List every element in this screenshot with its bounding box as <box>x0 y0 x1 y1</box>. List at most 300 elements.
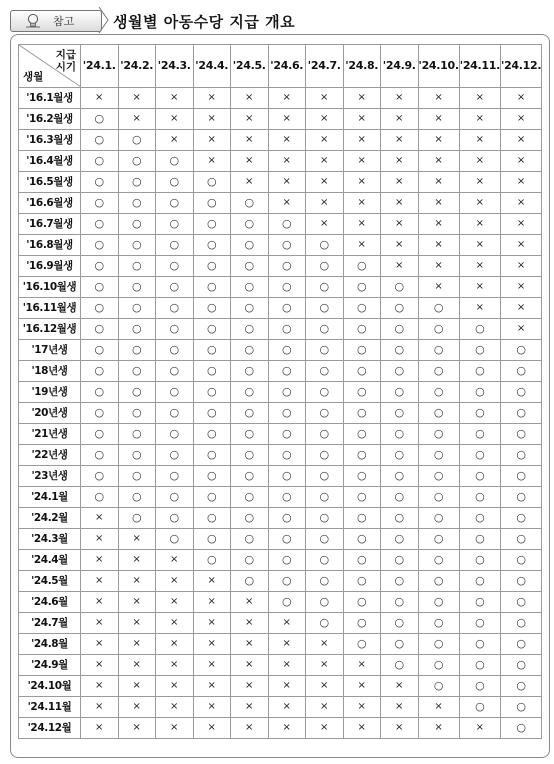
eligibility-cell: ○ <box>306 361 344 382</box>
eligibility-cell: ○ <box>231 214 269 235</box>
eligibility-cell: ○ <box>156 172 194 193</box>
eligibility-cell: ○ <box>501 361 542 382</box>
eligibility-cell: ○ <box>418 676 459 697</box>
month-header: '24.9. <box>381 45 419 88</box>
eligibility-cell: ○ <box>381 382 419 403</box>
eligibility-cell: ○ <box>418 466 459 487</box>
eligibility-cell: × <box>118 718 156 739</box>
row-label: '24.1월 <box>19 487 81 508</box>
eligibility-cell: × <box>156 697 194 718</box>
eligibility-cell: ○ <box>343 403 381 424</box>
eligibility-cell: × <box>156 571 194 592</box>
eligibility-cell: × <box>193 613 231 634</box>
eligibility-cell: ○ <box>381 529 419 550</box>
eligibility-cell: ○ <box>118 214 156 235</box>
eligibility-cell: × <box>268 172 306 193</box>
eligibility-cell: ○ <box>81 298 119 319</box>
row-label: '16.11월생 <box>19 298 81 319</box>
eligibility-cell: ○ <box>418 487 459 508</box>
eligibility-cell: ○ <box>343 277 381 298</box>
table-row <box>19 235 542 256</box>
eligibility-cell: ○ <box>343 466 381 487</box>
table-row <box>19 172 542 193</box>
row-label: '16.9월생 <box>19 256 81 277</box>
eligibility-cell: ○ <box>418 592 459 613</box>
eligibility-cell: × <box>459 256 500 277</box>
table-row <box>19 424 542 445</box>
eligibility-cell: ○ <box>156 508 194 529</box>
eligibility-cell: × <box>459 214 500 235</box>
eligibility-cell: × <box>418 256 459 277</box>
month-header: '24.4. <box>193 45 231 88</box>
table-row <box>19 130 542 151</box>
table-row <box>19 508 542 529</box>
eligibility-cell: ○ <box>306 592 344 613</box>
eligibility-cell: ○ <box>118 130 156 151</box>
eligibility-cell: × <box>343 109 381 130</box>
eligibility-cell: × <box>268 109 306 130</box>
eligibility-cell: × <box>81 592 119 613</box>
eligibility-cell: ○ <box>418 571 459 592</box>
eligibility-cell: ○ <box>81 109 119 130</box>
eligibility-cell: × <box>306 109 344 130</box>
eligibility-cell: × <box>501 319 542 340</box>
eligibility-cell: ○ <box>156 277 194 298</box>
table-row <box>19 214 542 235</box>
eligibility-cell: ○ <box>156 466 194 487</box>
eligibility-cell: ○ <box>268 298 306 319</box>
eligibility-cell: × <box>501 298 542 319</box>
eligibility-cell: ○ <box>81 382 119 403</box>
month-header: '24.8. <box>343 45 381 88</box>
eligibility-cell: ○ <box>118 235 156 256</box>
eligibility-cell: × <box>381 676 419 697</box>
eligibility-cell: × <box>156 676 194 697</box>
table-row <box>19 676 542 697</box>
eligibility-cell: ○ <box>306 277 344 298</box>
eligibility-cell: × <box>231 718 269 739</box>
eligibility-cell: × <box>501 256 542 277</box>
table-row <box>19 298 542 319</box>
row-label: '16.7월생 <box>19 214 81 235</box>
eligibility-cell: ○ <box>501 718 542 739</box>
eligibility-cell: × <box>81 508 119 529</box>
eligibility-cell: ○ <box>459 340 500 361</box>
eligibility-cell: ○ <box>156 382 194 403</box>
eligibility-cell: ○ <box>343 634 381 655</box>
eligibility-cell: × <box>268 634 306 655</box>
eligibility-cell: ○ <box>306 613 344 634</box>
eligibility-cell: × <box>459 172 500 193</box>
corner-label-payment-period: 지급 시기 <box>55 49 76 73</box>
row-label: '24.5월 <box>19 571 81 592</box>
eligibility-cell: × <box>381 697 419 718</box>
eligibility-cell: × <box>118 655 156 676</box>
eligibility-cell: × <box>193 697 231 718</box>
table-row <box>19 697 542 718</box>
eligibility-cell: ○ <box>381 424 419 445</box>
eligibility-cell: × <box>418 151 459 172</box>
eligibility-cell: ○ <box>381 634 419 655</box>
table-row <box>19 88 542 109</box>
eligibility-cell: ○ <box>418 403 459 424</box>
table-row <box>19 487 542 508</box>
eligibility-cell: ○ <box>459 361 500 382</box>
eligibility-cell: ○ <box>459 676 500 697</box>
eligibility-cell: × <box>118 634 156 655</box>
eligibility-cell: × <box>231 130 269 151</box>
eligibility-cell: × <box>231 151 269 172</box>
payment-schedule-table <box>18 44 542 739</box>
eligibility-cell: × <box>193 592 231 613</box>
eligibility-cell: ○ <box>418 298 459 319</box>
eligibility-cell: ○ <box>231 424 269 445</box>
eligibility-cell: ○ <box>81 193 119 214</box>
eligibility-cell: ○ <box>118 277 156 298</box>
eligibility-cell: × <box>231 634 269 655</box>
eligibility-cell: × <box>193 109 231 130</box>
eligibility-cell: ○ <box>343 298 381 319</box>
row-label: '16.5월생 <box>19 172 81 193</box>
eligibility-cell: × <box>501 88 542 109</box>
eligibility-cell: × <box>343 697 381 718</box>
eligibility-cell: × <box>81 571 119 592</box>
eligibility-cell: × <box>268 88 306 109</box>
row-label: '17년생 <box>19 340 81 361</box>
eligibility-cell: ○ <box>343 382 381 403</box>
row-label: '24.4월 <box>19 550 81 571</box>
eligibility-cell: × <box>231 172 269 193</box>
eligibility-cell: × <box>501 172 542 193</box>
row-label: '20년생 <box>19 403 81 424</box>
eligibility-cell: ○ <box>381 403 419 424</box>
eligibility-cell: ○ <box>193 172 231 193</box>
eligibility-cell: ○ <box>193 235 231 256</box>
eligibility-cell: × <box>156 718 194 739</box>
eligibility-cell: × <box>156 592 194 613</box>
eligibility-cell: × <box>81 718 119 739</box>
eligibility-cell: ○ <box>381 277 419 298</box>
eligibility-cell: ○ <box>501 340 542 361</box>
eligibility-cell: × <box>118 109 156 130</box>
eligibility-cell: × <box>381 718 419 739</box>
eligibility-cell: ○ <box>193 361 231 382</box>
eligibility-cell: ○ <box>306 487 344 508</box>
eligibility-cell: × <box>268 697 306 718</box>
eligibility-cell: × <box>156 130 194 151</box>
eligibility-cell: × <box>501 277 542 298</box>
eligibility-cell: × <box>193 718 231 739</box>
row-label: '24.7월 <box>19 613 81 634</box>
month-header: '24.12. <box>501 45 542 88</box>
eligibility-cell: × <box>381 172 419 193</box>
eligibility-cell: × <box>81 655 119 676</box>
eligibility-cell: ○ <box>118 466 156 487</box>
eligibility-cell: ○ <box>193 550 231 571</box>
eligibility-cell: ○ <box>118 172 156 193</box>
eligibility-cell: × <box>418 130 459 151</box>
eligibility-cell: × <box>81 613 119 634</box>
eligibility-cell: × <box>268 613 306 634</box>
eligibility-cell: ○ <box>459 613 500 634</box>
eligibility-cell: ○ <box>459 571 500 592</box>
eligibility-cell: ○ <box>306 382 344 403</box>
eligibility-cell: × <box>306 676 344 697</box>
month-header: '24.3. <box>156 45 194 88</box>
eligibility-cell: ○ <box>306 550 344 571</box>
eligibility-cell: ○ <box>193 424 231 445</box>
eligibility-cell: × <box>156 109 194 130</box>
eligibility-cell: ○ <box>501 655 542 676</box>
eligibility-cell: × <box>343 718 381 739</box>
eligibility-cell: ○ <box>231 550 269 571</box>
eligibility-cell: × <box>81 697 119 718</box>
eligibility-cell: ○ <box>118 298 156 319</box>
eligibility-cell: ○ <box>343 487 381 508</box>
month-header: '24.11. <box>459 45 500 88</box>
eligibility-cell: ○ <box>81 277 119 298</box>
eligibility-cell: × <box>343 214 381 235</box>
eligibility-cell: ○ <box>459 634 500 655</box>
month-header: '24.5. <box>231 45 269 88</box>
row-label: '16.6월생 <box>19 193 81 214</box>
table-row <box>19 256 542 277</box>
eligibility-cell: ○ <box>231 382 269 403</box>
eligibility-cell: ○ <box>231 298 269 319</box>
eligibility-cell: ○ <box>81 466 119 487</box>
eligibility-cell: × <box>306 151 344 172</box>
corner-label-birth-month: 생월 <box>23 71 44 83</box>
eligibility-cell: ○ <box>306 529 344 550</box>
eligibility-cell: ○ <box>501 550 542 571</box>
eligibility-cell: ○ <box>343 340 381 361</box>
eligibility-cell: × <box>268 676 306 697</box>
row-label: '16.10월생 <box>19 277 81 298</box>
eligibility-cell: ○ <box>193 466 231 487</box>
eligibility-cell: ○ <box>231 361 269 382</box>
eligibility-cell: ○ <box>459 445 500 466</box>
eligibility-cell: ○ <box>118 361 156 382</box>
table-row <box>19 718 542 739</box>
eligibility-cell: ○ <box>501 466 542 487</box>
eligibility-cell: ○ <box>343 550 381 571</box>
eligibility-cell: ○ <box>306 256 344 277</box>
eligibility-cell: × <box>268 130 306 151</box>
row-label: '22년생 <box>19 445 81 466</box>
eligibility-cell: ○ <box>193 340 231 361</box>
eligibility-cell: ○ <box>193 445 231 466</box>
eligibility-cell: ○ <box>231 256 269 277</box>
eligibility-cell: ○ <box>156 298 194 319</box>
corner-cell <box>19 45 81 88</box>
eligibility-cell: × <box>118 571 156 592</box>
row-label: '16.8월생 <box>19 235 81 256</box>
eligibility-cell: × <box>81 529 119 550</box>
eligibility-cell: ○ <box>268 571 306 592</box>
eligibility-cell: ○ <box>118 319 156 340</box>
row-label: '16.2월생 <box>19 109 81 130</box>
eligibility-cell: × <box>193 571 231 592</box>
eligibility-cell: × <box>501 193 542 214</box>
eligibility-cell: × <box>418 235 459 256</box>
eligibility-cell: ○ <box>381 298 419 319</box>
eligibility-cell: × <box>268 151 306 172</box>
eligibility-cell: ○ <box>156 340 194 361</box>
eligibility-cell: ○ <box>501 403 542 424</box>
eligibility-cell: ○ <box>193 529 231 550</box>
eligibility-cell: × <box>306 634 344 655</box>
eligibility-cell: × <box>501 109 542 130</box>
eligibility-cell: ○ <box>418 529 459 550</box>
eligibility-cell: × <box>268 655 306 676</box>
eligibility-cell: ○ <box>343 445 381 466</box>
eligibility-cell: × <box>418 88 459 109</box>
eligibility-cell: × <box>459 235 500 256</box>
eligibility-cell: ○ <box>193 403 231 424</box>
eligibility-cell: ○ <box>81 403 119 424</box>
eligibility-cell: × <box>501 130 542 151</box>
eligibility-cell: ○ <box>343 361 381 382</box>
table-row <box>19 403 542 424</box>
eligibility-cell: ○ <box>268 403 306 424</box>
eligibility-cell: ○ <box>268 424 306 445</box>
eligibility-cell: ○ <box>306 571 344 592</box>
eligibility-cell: ○ <box>193 382 231 403</box>
row-label: '18년생 <box>19 361 81 382</box>
table-row <box>19 571 542 592</box>
eligibility-cell: ○ <box>268 592 306 613</box>
eligibility-cell: ○ <box>231 277 269 298</box>
eligibility-cell: × <box>501 214 542 235</box>
eligibility-cell: × <box>231 697 269 718</box>
eligibility-cell: ○ <box>193 256 231 277</box>
row-label: '24.3월 <box>19 529 81 550</box>
eligibility-cell: ○ <box>81 445 119 466</box>
eligibility-cell: ○ <box>268 382 306 403</box>
eligibility-cell: ○ <box>418 319 459 340</box>
eligibility-cell: × <box>418 109 459 130</box>
month-header: '24.6. <box>268 45 306 88</box>
eligibility-cell: × <box>343 172 381 193</box>
eligibility-cell: ○ <box>381 550 419 571</box>
eligibility-cell: ○ <box>118 382 156 403</box>
row-label: '24.12월 <box>19 718 81 739</box>
eligibility-cell: ○ <box>81 361 119 382</box>
month-header: '24.2. <box>118 45 156 88</box>
eligibility-cell: ○ <box>418 340 459 361</box>
eligibility-cell: ○ <box>156 235 194 256</box>
eligibility-cell: ○ <box>459 487 500 508</box>
eligibility-cell: ○ <box>268 529 306 550</box>
document-header <box>10 8 550 34</box>
row-label: '24.9월 <box>19 655 81 676</box>
row-label: '19년생 <box>19 382 81 403</box>
eligibility-cell: × <box>381 214 419 235</box>
eligibility-cell: ○ <box>118 445 156 466</box>
row-label: '16.1월생 <box>19 88 81 109</box>
eligibility-cell: ○ <box>501 634 542 655</box>
eligibility-cell: × <box>343 193 381 214</box>
month-header: '24.10. <box>418 45 459 88</box>
eligibility-cell: ○ <box>418 382 459 403</box>
eligibility-cell: × <box>306 718 344 739</box>
eligibility-cell: ○ <box>156 256 194 277</box>
eligibility-cell: ○ <box>81 319 119 340</box>
eligibility-cell: × <box>343 235 381 256</box>
eligibility-cell: ○ <box>343 592 381 613</box>
eligibility-cell: ○ <box>501 676 542 697</box>
table-row <box>19 592 542 613</box>
eligibility-cell: ○ <box>418 655 459 676</box>
eligibility-cell: ○ <box>459 382 500 403</box>
eligibility-cell: ○ <box>381 445 419 466</box>
eligibility-cell: ○ <box>156 361 194 382</box>
eligibility-cell: ○ <box>81 340 119 361</box>
table-row <box>19 319 542 340</box>
eligibility-cell: ○ <box>343 613 381 634</box>
eligibility-cell: × <box>193 655 231 676</box>
row-label: '23년생 <box>19 466 81 487</box>
row-label: '24.8월 <box>19 634 81 655</box>
eligibility-cell: ○ <box>268 508 306 529</box>
eligibility-cell: ○ <box>231 571 269 592</box>
eligibility-cell: ○ <box>381 655 419 676</box>
eligibility-cell: × <box>459 718 500 739</box>
eligibility-cell: × <box>156 550 194 571</box>
eligibility-cell: ○ <box>156 487 194 508</box>
eligibility-cell: × <box>418 277 459 298</box>
row-label: '16.12월생 <box>19 319 81 340</box>
row-label: '24.2월 <box>19 508 81 529</box>
eligibility-cell: × <box>381 130 419 151</box>
eligibility-cell: ○ <box>156 193 194 214</box>
eligibility-cell: ○ <box>268 550 306 571</box>
eligibility-cell: × <box>306 655 344 676</box>
eligibility-cell: ○ <box>81 130 119 151</box>
table-row <box>19 529 542 550</box>
eligibility-cell: ○ <box>459 424 500 445</box>
eligibility-cell: ○ <box>459 508 500 529</box>
eligibility-cell: ○ <box>501 613 542 634</box>
eligibility-cell: ○ <box>418 613 459 634</box>
eligibility-cell: ○ <box>118 340 156 361</box>
eligibility-cell: ○ <box>343 424 381 445</box>
eligibility-cell: ○ <box>306 340 344 361</box>
eligibility-cell: × <box>306 193 344 214</box>
eligibility-cell: ○ <box>118 193 156 214</box>
eligibility-cell: ○ <box>418 634 459 655</box>
eligibility-cell: ○ <box>193 487 231 508</box>
row-label: '24.10월 <box>19 676 81 697</box>
eligibility-cell: × <box>459 151 500 172</box>
table-row <box>19 193 542 214</box>
table-body <box>19 88 542 739</box>
eligibility-cell: × <box>118 88 156 109</box>
eligibility-cell: ○ <box>118 487 156 508</box>
table-row <box>19 550 542 571</box>
eligibility-cell: × <box>156 634 194 655</box>
eligibility-cell: × <box>343 676 381 697</box>
eligibility-cell: × <box>459 193 500 214</box>
eligibility-cell: ○ <box>81 214 119 235</box>
eligibility-cell: × <box>418 193 459 214</box>
eligibility-cell: × <box>193 130 231 151</box>
row-label: '24.6월 <box>19 592 81 613</box>
eligibility-cell: × <box>268 193 306 214</box>
reference-badge <box>10 10 102 32</box>
eligibility-cell: ○ <box>381 340 419 361</box>
table-row <box>19 466 542 487</box>
